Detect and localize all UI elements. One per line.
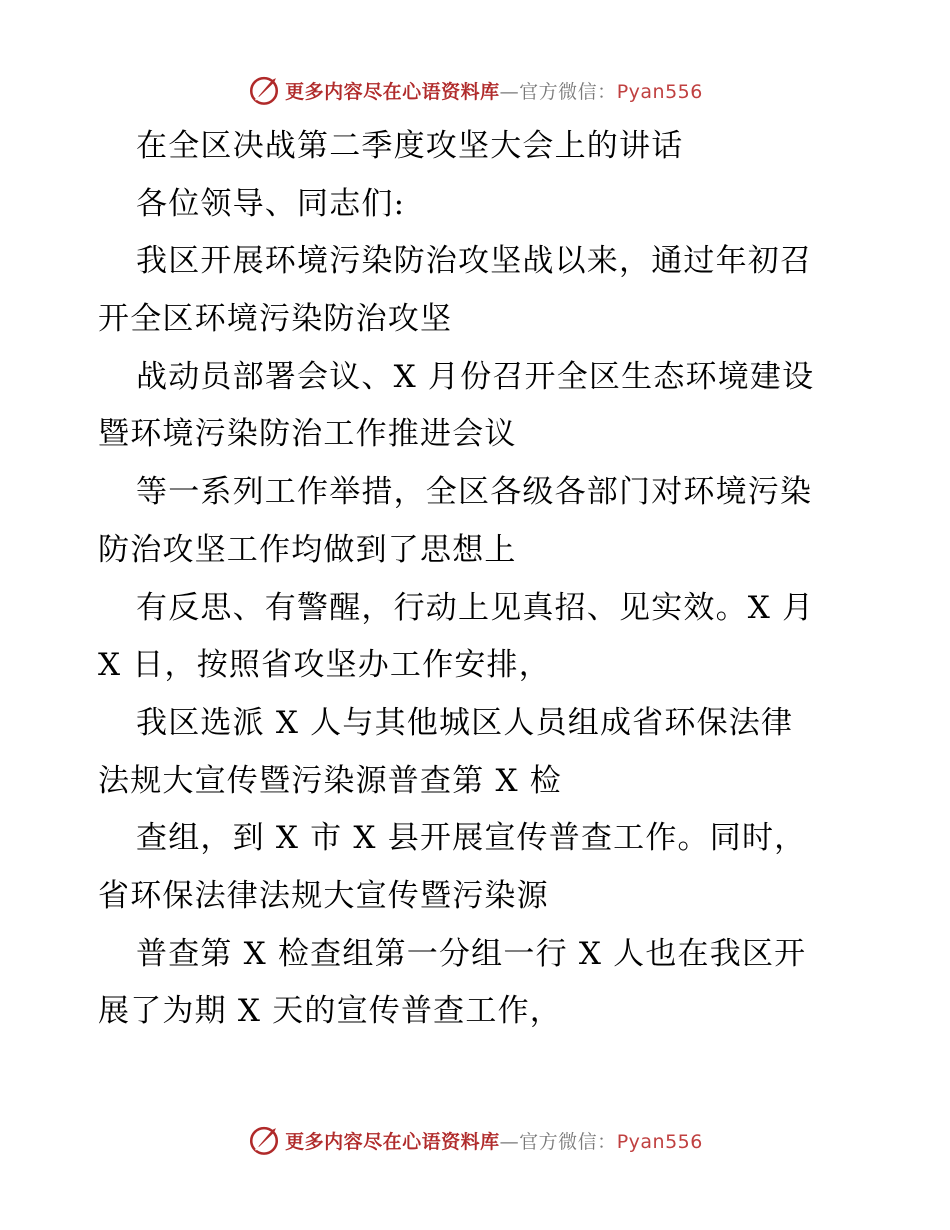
text-line: 暨环境污染防治工作推进会议 — [98, 416, 517, 453]
document-body — [98, 118, 858, 1041]
text-line: 防治攻坚工作均做到了思想上 — [98, 531, 517, 568]
text-line: 查组，到 X 市 X 县开展宣传普查工作。同时， — [136, 820, 807, 857]
text-line: 等一系列工作举措，全区各级各部门对环境污染 — [136, 474, 813, 511]
watermark-dash: — — [499, 1130, 520, 1153]
watermark-account: Pyan556 — [616, 80, 703, 103]
text-line: 法规大宣传暨污染源普查第 X 检 — [98, 762, 562, 799]
text-line: 有反思、有警醒，行动上见真招、见实效。X 月 — [136, 589, 815, 626]
watermark-wechat-label: 官方微信： — [519, 80, 617, 103]
text-line: 战动员部署会议、X 月份召开全区生态环境建设 — [136, 358, 815, 395]
watermark-dash: — — [499, 80, 520, 103]
watermark-account: Pyan556 — [616, 1130, 703, 1153]
text-line: X 日，按照省攻坚办工作安排， — [98, 647, 551, 684]
quill-logo-icon — [247, 1123, 281, 1157]
document-title: 在全区决战第二季度攻坚大会上的讲话 — [136, 128, 684, 164]
text-line: 省环保法律法规大宣传暨污染源 — [98, 877, 549, 914]
watermark-main: 更多内容尽在心语资料库 — [285, 80, 500, 103]
text-line: 普查第 X 检查组第一分组一行 X 人也在我区开 — [136, 935, 807, 972]
footer-watermark — [0, 1120, 950, 1160]
quill-logo-icon — [247, 73, 281, 107]
text-line: 开全区环境污染防治攻坚 — [98, 301, 453, 338]
watermark-wechat-label: 官方微信： — [519, 1130, 617, 1153]
watermark-text — [285, 77, 703, 104]
watermark-main: 更多内容尽在心语资料库 — [285, 1130, 500, 1153]
text-line: 我区选派 X 人与其他城区人员组成省环保法律 — [136, 704, 794, 741]
text-line: 我区开展环境污染防治攻坚战以来，通过年初召 — [136, 243, 813, 280]
salutation: 各位领导、同志们: — [136, 185, 406, 222]
text-line: 展了为期 X 天的宣传普查工作， — [98, 993, 562, 1030]
header-watermark — [0, 70, 950, 110]
watermark-text — [285, 1127, 703, 1154]
